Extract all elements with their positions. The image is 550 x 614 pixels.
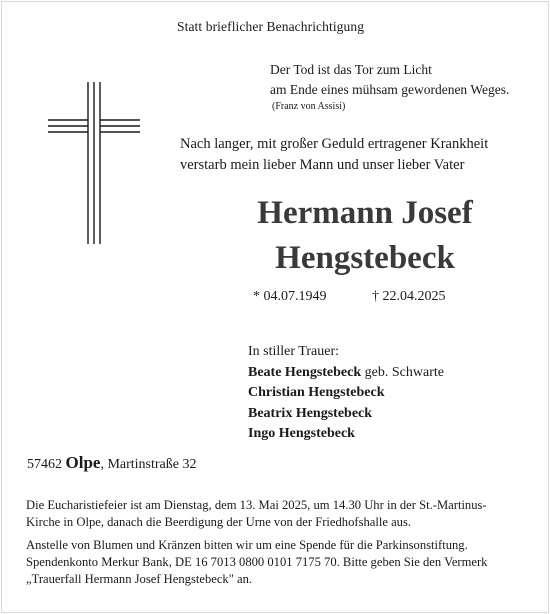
address-zip: 57462	[27, 457, 62, 472]
notice-header: Statt brieflicher Benachrichtigung	[177, 19, 365, 34]
donation-line-2: Spendenkonto Merkur Bank, DE 16 7013 0800 0101 7175 70. Bitte geben Sie den Vermerk	[26, 555, 488, 569]
service-line-1: Die Eucharistiefeier ist am Dienstag, dem 13. Mai 2025, um 14.30 Uhr in der St.-Martinus-	[26, 498, 487, 512]
deceased-name-line-2: Hengstebeck	[275, 240, 455, 276]
mourner-item	[248, 424, 444, 445]
service-info	[26, 497, 531, 531]
mourner-name: Beate Hengstebeck	[248, 364, 362, 380]
quote-line-1: Der Tod ist das Tor zum Licht	[270, 62, 432, 77]
mourner-name: Christian Hengstebeck	[248, 385, 385, 400]
mourner-name: Ingo Hengstebeck	[248, 426, 355, 441]
address-line	[27, 453, 196, 473]
mourner-note: geb. Schwarte	[364, 364, 444, 380]
donation-line-1: Anstelle von Blumen und Kränzen bitten wir um eine Spende für die Parkinsonstiftung.	[26, 538, 468, 552]
mourners-block	[248, 342, 444, 445]
intro-text	[180, 134, 488, 176]
quote-block	[270, 60, 509, 114]
address-city: Olpe	[65, 453, 101, 472]
deceased-name-line-1: Hermann Josef	[257, 195, 473, 231]
mourner-item	[248, 363, 444, 384]
death-date: † 22.04.2025	[372, 289, 446, 304]
mourner-name: Beatrix Hengstebeck	[248, 405, 373, 421]
birth-date: * 04.07.1949	[253, 289, 327, 304]
quote-line-2: am Ende eines mühsam gewordenen Weges.	[270, 82, 510, 97]
service-line-2: Kirche in Olpe, danach die Beerdigung der Urne von der Friedhofshalle aus.	[26, 515, 412, 529]
donation-info	[26, 537, 531, 588]
mourners-heading: In stiller Trauer:	[248, 344, 339, 359]
intro-line-2: verstarb mein lieber Mann und unser lieber Vater	[180, 157, 465, 173]
quote-author: (Franz von Assisi)	[272, 101, 346, 112]
mourner-item	[248, 383, 444, 404]
donation-line-3: „Trauerfall Hermann Josef Hengstebeck" an.	[26, 572, 253, 586]
intro-line-1: Nach langer, mit großer Geduld ertragener Krankheit	[180, 136, 489, 152]
mourner-item	[248, 404, 444, 425]
address-street: , Martinstraße 32	[100, 457, 197, 472]
